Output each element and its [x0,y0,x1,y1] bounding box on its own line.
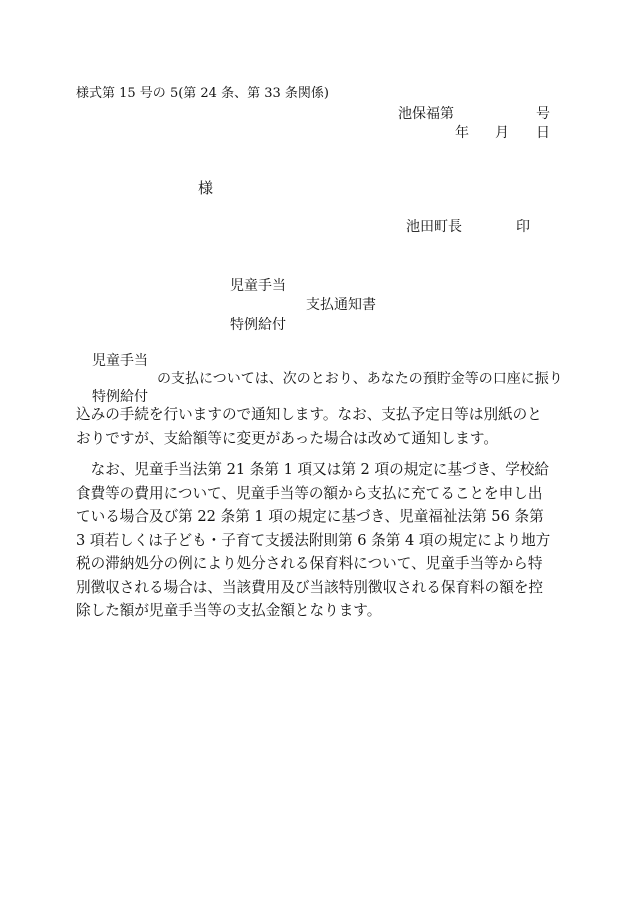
title-line-special-benefit: 特例給付 [230,317,286,333]
date-month: 月 [495,125,509,141]
addressee-honorific: 様 [198,179,214,197]
issuer-seal: 印 [516,219,530,235]
title-line-payment-notice: 支払通知書 [306,297,376,313]
body-stacked-special-benefit: 特例給付 [92,389,148,405]
date-day: 日 [536,125,550,141]
body-paragraph-2: なお、児童手当法第 21 条第 1 項又は第 2 項の規定に基づき、学校給食費等の費用について、児童手当等の額から支払に充てることを申し出ている場合及び第 22 条第 1 項の規定に基づき、児童福祉法第 56 条第 3 項若しくは子ども・子育て支援法附則第 6 条第 4 項の規定により地方税の滞納処分の例により処分される保育料について、児童手当等から特別徴収される場合は、当該費用及び当該特別徴収される保育料の額を控除した額が児童手当等の支払金額となります。 [76,461,551,619]
document-number-suffix: 号 [536,106,550,122]
body-paragraph-1: 込みの手続を行いますので通知します。なお、支払予定日等は別紙のとおりですが、支給額等に変更があった場合は改めて通知します。 [76,406,542,447]
form-number: 様式第 15 号の 5(第 24 条、第 33 条関係) [76,86,329,101]
title-line-child-allowance: 児童手当 [230,278,286,294]
date-year: 年 [455,125,469,141]
document-number-prefix: 池保福第 [398,106,454,122]
body-intro-line: の支払については、次のとおり、あなたの預貯金等の口座に振り [157,371,563,387]
issuer-name: 池田町長 [406,219,462,235]
body-stacked-child-allowance: 児童手当 [92,353,148,369]
